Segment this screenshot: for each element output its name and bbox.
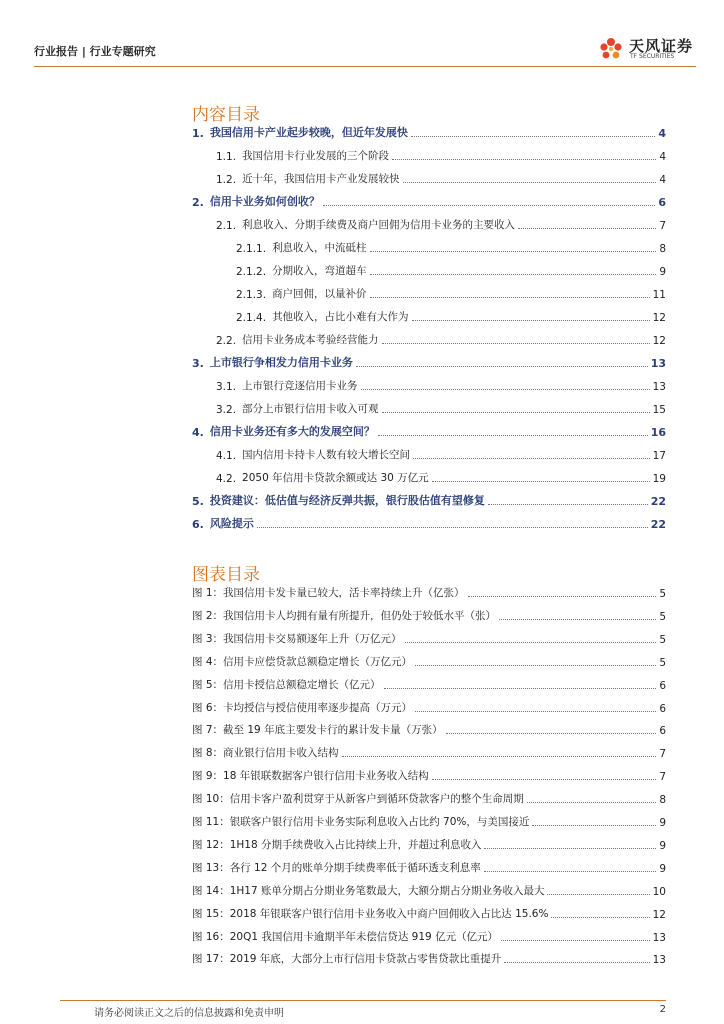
entry-title: 我国信用卡产业起步较晚，但近年发展快 bbox=[209, 126, 408, 139]
entry-page-number: 22 bbox=[650, 495, 666, 508]
entry-number: 图 5： bbox=[192, 678, 224, 691]
entry-number: 1. bbox=[192, 127, 204, 140]
dot-leader bbox=[378, 435, 648, 436]
entry-page-number: 16 bbox=[650, 426, 666, 439]
entry-number: 图 13： bbox=[192, 861, 230, 874]
entry-page-number: 12 bbox=[652, 335, 666, 347]
entry-title: 上市银行竞逐信用卡业务 bbox=[242, 380, 358, 392]
entry-title: 上市银行争相发力信用卡业务 bbox=[209, 356, 353, 369]
entry-title: 信用卡客户盈利贯穿于从新客户到循环贷款客户的整个生命周期 bbox=[229, 793, 524, 806]
entry-number: 图 17： bbox=[192, 953, 230, 966]
figure-entry[interactable] bbox=[192, 651, 666, 669]
figure-entry[interactable] bbox=[192, 903, 666, 921]
figure-entry[interactable] bbox=[192, 880, 666, 898]
dot-leader bbox=[547, 894, 649, 895]
figure-entry[interactable] bbox=[192, 857, 666, 875]
entry-page-number: 5 bbox=[659, 588, 666, 600]
entry-number: 图 15： bbox=[192, 907, 230, 920]
entry-page-number: 22 bbox=[650, 518, 666, 531]
entry-number: 2.1.2. bbox=[236, 266, 267, 278]
dot-leader bbox=[468, 596, 657, 597]
toc-entry[interactable] bbox=[192, 490, 666, 508]
toc-entry[interactable] bbox=[192, 145, 666, 163]
entry-number: 图 10： bbox=[192, 793, 230, 806]
entry-page-number: 6 bbox=[659, 702, 666, 715]
entry-number: 图 8： bbox=[192, 747, 224, 760]
entry-page-number: 5 bbox=[659, 656, 666, 669]
toc-entry[interactable] bbox=[192, 513, 666, 531]
dot-leader bbox=[411, 136, 656, 137]
dot-leader bbox=[415, 711, 656, 712]
entry-page-number: 4 bbox=[659, 151, 666, 163]
toc-entry[interactable] bbox=[192, 352, 666, 370]
entry-page-number: 6 bbox=[659, 679, 666, 692]
entry-page-number: 6 bbox=[659, 725, 666, 738]
entry-page-number: 13 bbox=[652, 381, 666, 393]
dot-leader bbox=[413, 458, 650, 459]
entry-number: 3.2. bbox=[216, 404, 237, 416]
entry-number: 2.2. bbox=[216, 335, 237, 347]
page-header bbox=[34, 32, 696, 72]
entry-page-number: 11 bbox=[652, 289, 666, 301]
figure-entry[interactable] bbox=[192, 697, 666, 715]
entry-page-number: 13 bbox=[650, 357, 666, 370]
dot-leader bbox=[501, 940, 650, 941]
figure-entry[interactable] bbox=[192, 926, 666, 944]
entry-title: 利息收入、分期手续费及商户回佣为信用卡业务的主要收入 bbox=[242, 219, 516, 231]
figure-entry[interactable] bbox=[192, 788, 666, 806]
figure-entry[interactable] bbox=[192, 719, 666, 737]
toc-entry[interactable] bbox=[192, 398, 666, 416]
dot-leader bbox=[484, 871, 657, 872]
entry-number: 5. bbox=[192, 495, 204, 508]
toc-entry[interactable] bbox=[192, 375, 666, 393]
entry-title: 国内信用卡持卡人数有较大增长空间 bbox=[242, 449, 411, 461]
dot-leader bbox=[403, 182, 657, 183]
dot-leader bbox=[342, 756, 657, 757]
entry-title: 商户回佣，以量补价 bbox=[272, 288, 367, 300]
table-of-contents bbox=[192, 122, 666, 536]
entry-page-number: 12 bbox=[652, 908, 666, 921]
entry-page-number: 5 bbox=[659, 610, 666, 623]
figure-entry[interactable] bbox=[192, 582, 666, 600]
figure-entry[interactable] bbox=[192, 628, 666, 646]
figure-entry[interactable] bbox=[192, 765, 666, 783]
entry-number: 3.1. bbox=[216, 381, 237, 393]
entry-page-number: 6 bbox=[658, 196, 666, 209]
entry-title: 其他收入，占比小难有大作为 bbox=[272, 311, 409, 323]
dot-leader bbox=[432, 779, 657, 780]
entry-number: 2.1. bbox=[216, 220, 237, 232]
entry-number: 图 6： bbox=[192, 701, 224, 714]
toc-entry[interactable] bbox=[192, 214, 666, 232]
entry-number: 图 2： bbox=[192, 609, 224, 622]
entry-title: 信用卡应偿贷款总额稳定增长（万亿元） bbox=[223, 655, 413, 668]
figure-entry[interactable] bbox=[192, 811, 666, 829]
entry-title: 截至 19 年底主要发卡行的累计发卡量（万张） bbox=[223, 724, 443, 737]
entry-page-number: 17 bbox=[652, 450, 666, 462]
entry-page-number: 9 bbox=[659, 839, 666, 852]
entry-title: 2019 年底，大部分上市行信用卡贷款占零售贷款比重提升 bbox=[229, 953, 502, 966]
entry-page-number: 7 bbox=[659, 771, 666, 784]
page-footer bbox=[60, 1000, 666, 1019]
entry-number: 图 16： bbox=[192, 930, 230, 943]
entry-number: 图 1： bbox=[192, 587, 224, 599]
flower-logo-icon bbox=[596, 34, 626, 64]
entry-title: 18 年银联数据客户银行信用卡业务收入结构 bbox=[223, 770, 429, 783]
dot-leader bbox=[527, 802, 657, 803]
figure-entry[interactable] bbox=[192, 834, 666, 852]
entry-title: 银联客户银行信用卡业务实际利息收入占比约 70%，与美国接近 bbox=[229, 816, 530, 828]
entry-title: 投资建议：低估值与经济反弹共振，银行股估值有望修复 bbox=[209, 494, 485, 507]
entry-title: 风险提示 bbox=[209, 517, 254, 530]
entry-page-number: 15 bbox=[652, 404, 666, 416]
entry-title: 2018 年银联客户银行信用卡业务收入中商户回佣收入占比达 15.6% bbox=[229, 907, 549, 920]
entry-title: 1H17 账单分期占分期业务笔数最大，大额分期占分期业务收入最大 bbox=[229, 884, 545, 897]
entry-page-number: 19 bbox=[652, 473, 666, 485]
entry-page-number: 9 bbox=[659, 266, 666, 278]
contents-title: 内容目录 bbox=[192, 105, 260, 125]
toc-entry[interactable] bbox=[192, 444, 666, 462]
entry-title: 信用卡业务成本考验经营能力 bbox=[242, 334, 379, 346]
entry-page-number: 12 bbox=[652, 312, 666, 324]
toc-entry[interactable] bbox=[192, 122, 666, 140]
entry-title: 我国信用卡行业发展的三个阶段 bbox=[242, 150, 390, 162]
entry-page-number: 9 bbox=[659, 862, 666, 875]
entry-number: 2. bbox=[192, 196, 204, 209]
dot-leader bbox=[370, 251, 657, 252]
entry-title: 卡均授信与授信使用率逐步提高（万元） bbox=[223, 701, 413, 714]
entry-title: 分期收入，弯道超车 bbox=[272, 265, 367, 277]
entry-number: 3. bbox=[192, 357, 204, 370]
dot-leader bbox=[382, 412, 650, 413]
page-number: 2 bbox=[659, 1004, 666, 1015]
toc-entry[interactable] bbox=[192, 237, 666, 255]
toc-entry[interactable] bbox=[192, 283, 666, 301]
dot-leader bbox=[405, 642, 657, 643]
toc-entry[interactable] bbox=[192, 306, 666, 324]
dot-leader bbox=[432, 481, 650, 482]
dot-leader bbox=[384, 688, 657, 689]
entry-number: 1.2. bbox=[216, 174, 237, 186]
entry-page-number: 10 bbox=[652, 885, 666, 898]
entry-page-number: 7 bbox=[659, 748, 666, 761]
entry-page-number: 4 bbox=[659, 174, 666, 186]
entry-number: 6. bbox=[192, 518, 204, 531]
entry-page-number: 9 bbox=[659, 817, 666, 829]
entry-title: 1H18 分期手续费收入占比持续上升，并超过利息收入 bbox=[229, 838, 482, 851]
figure-entry[interactable] bbox=[192, 674, 666, 692]
header-divider bbox=[34, 66, 696, 67]
figure-entry[interactable] bbox=[192, 605, 666, 623]
entry-title: 信用卡授信总额稳定增长（亿元） bbox=[223, 678, 381, 691]
entry-title: 信用卡业务还有多大的发展空间？ bbox=[209, 425, 375, 438]
dot-leader bbox=[446, 733, 657, 734]
dot-leader bbox=[488, 504, 648, 505]
entry-page-number: 7 bbox=[659, 220, 666, 232]
entry-title: 我国信用卡人均拥有量有所提升，但仍处于较低水平（张） bbox=[223, 609, 497, 622]
figure-entry[interactable] bbox=[192, 742, 666, 760]
entry-title: 利息收入，中流砥柱 bbox=[272, 242, 367, 254]
entry-number: 4.1. bbox=[216, 450, 237, 462]
entry-number: 2.1.1. bbox=[236, 243, 267, 255]
dot-leader bbox=[323, 205, 656, 206]
toc-entry[interactable] bbox=[192, 467, 666, 485]
dot-leader bbox=[370, 274, 657, 275]
dot-leader bbox=[551, 917, 649, 918]
dot-leader bbox=[504, 962, 649, 963]
header-breadcrumb: 行业报告 | 行业专题研究 bbox=[34, 45, 156, 58]
entry-title: 我国信用卡发卡量已较大，活卡率持续上升（亿张） bbox=[223, 587, 465, 599]
logo-chinese-name: 天风证券 bbox=[629, 37, 694, 55]
figure-entry[interactable] bbox=[192, 948, 666, 966]
entry-number: 1.1. bbox=[216, 151, 237, 163]
footer-disclaimer: 请务必阅读正文之后的信息披露和免责申明 bbox=[94, 1008, 284, 1019]
entry-title: 20Q1 我国信用卡逾期半年未偿信贷达 919 亿元（亿元） bbox=[229, 930, 499, 943]
entry-title: 信用卡业务如何创收？ bbox=[209, 195, 320, 208]
entry-title: 近十年，我国信用卡产业发展较快 bbox=[242, 173, 400, 185]
toc-entry[interactable] bbox=[192, 191, 666, 209]
toc-entry[interactable] bbox=[192, 421, 666, 439]
entry-number: 2.1.3. bbox=[236, 289, 267, 301]
dot-leader bbox=[361, 389, 650, 390]
entry-number: 图 7： bbox=[192, 724, 224, 737]
entry-number: 图 11： bbox=[192, 816, 230, 828]
entry-page-number: 8 bbox=[659, 243, 666, 255]
entry-number: 2.1.4. bbox=[236, 312, 267, 324]
toc-entry[interactable] bbox=[192, 168, 666, 186]
brand-logo bbox=[566, 32, 696, 64]
entry-title: 各行 12 个月的账单分期手续费率低于循环透支利息率 bbox=[229, 861, 481, 874]
dot-leader bbox=[415, 665, 656, 666]
dot-leader bbox=[532, 825, 656, 826]
dot-leader bbox=[356, 366, 648, 367]
dot-leader bbox=[392, 159, 656, 160]
toc-entry[interactable] bbox=[192, 260, 666, 278]
list-of-figures bbox=[192, 582, 666, 971]
figures-title: 图表目录 bbox=[192, 565, 260, 585]
entry-page-number: 13 bbox=[652, 954, 666, 967]
entry-title: 商业银行信用卡收入结构 bbox=[223, 747, 339, 760]
dot-leader bbox=[484, 848, 656, 849]
entry-title: 2050 年信用卡贷款余额或达 30 万亿元 bbox=[242, 472, 429, 484]
entry-page-number: 4 bbox=[658, 127, 666, 140]
dot-leader bbox=[499, 619, 656, 620]
dot-leader bbox=[257, 527, 648, 528]
entry-page-number: 13 bbox=[652, 931, 666, 944]
entry-number: 4. bbox=[192, 426, 204, 439]
dot-leader bbox=[412, 320, 650, 321]
dot-leader bbox=[382, 343, 650, 344]
entry-title: 我国信用卡交易额逐年上升（万亿元） bbox=[223, 632, 402, 645]
toc-entry[interactable] bbox=[192, 329, 666, 347]
entry-number: 图 3： bbox=[192, 632, 224, 645]
dot-leader bbox=[370, 297, 650, 298]
dot-leader bbox=[518, 228, 656, 229]
entry-number: 4.2. bbox=[216, 473, 237, 485]
entry-page-number: 8 bbox=[659, 794, 666, 807]
entry-number: 图 12： bbox=[192, 838, 230, 851]
entry-page-number: 5 bbox=[659, 633, 666, 646]
entry-title: 部分上市银行信用卡收入可观 bbox=[242, 403, 379, 415]
entry-number: 图 14： bbox=[192, 884, 230, 897]
entry-number: 图 9： bbox=[192, 770, 224, 783]
entry-number: 图 4： bbox=[192, 655, 224, 668]
logo-english-name: TF SECURITIES bbox=[630, 53, 675, 60]
